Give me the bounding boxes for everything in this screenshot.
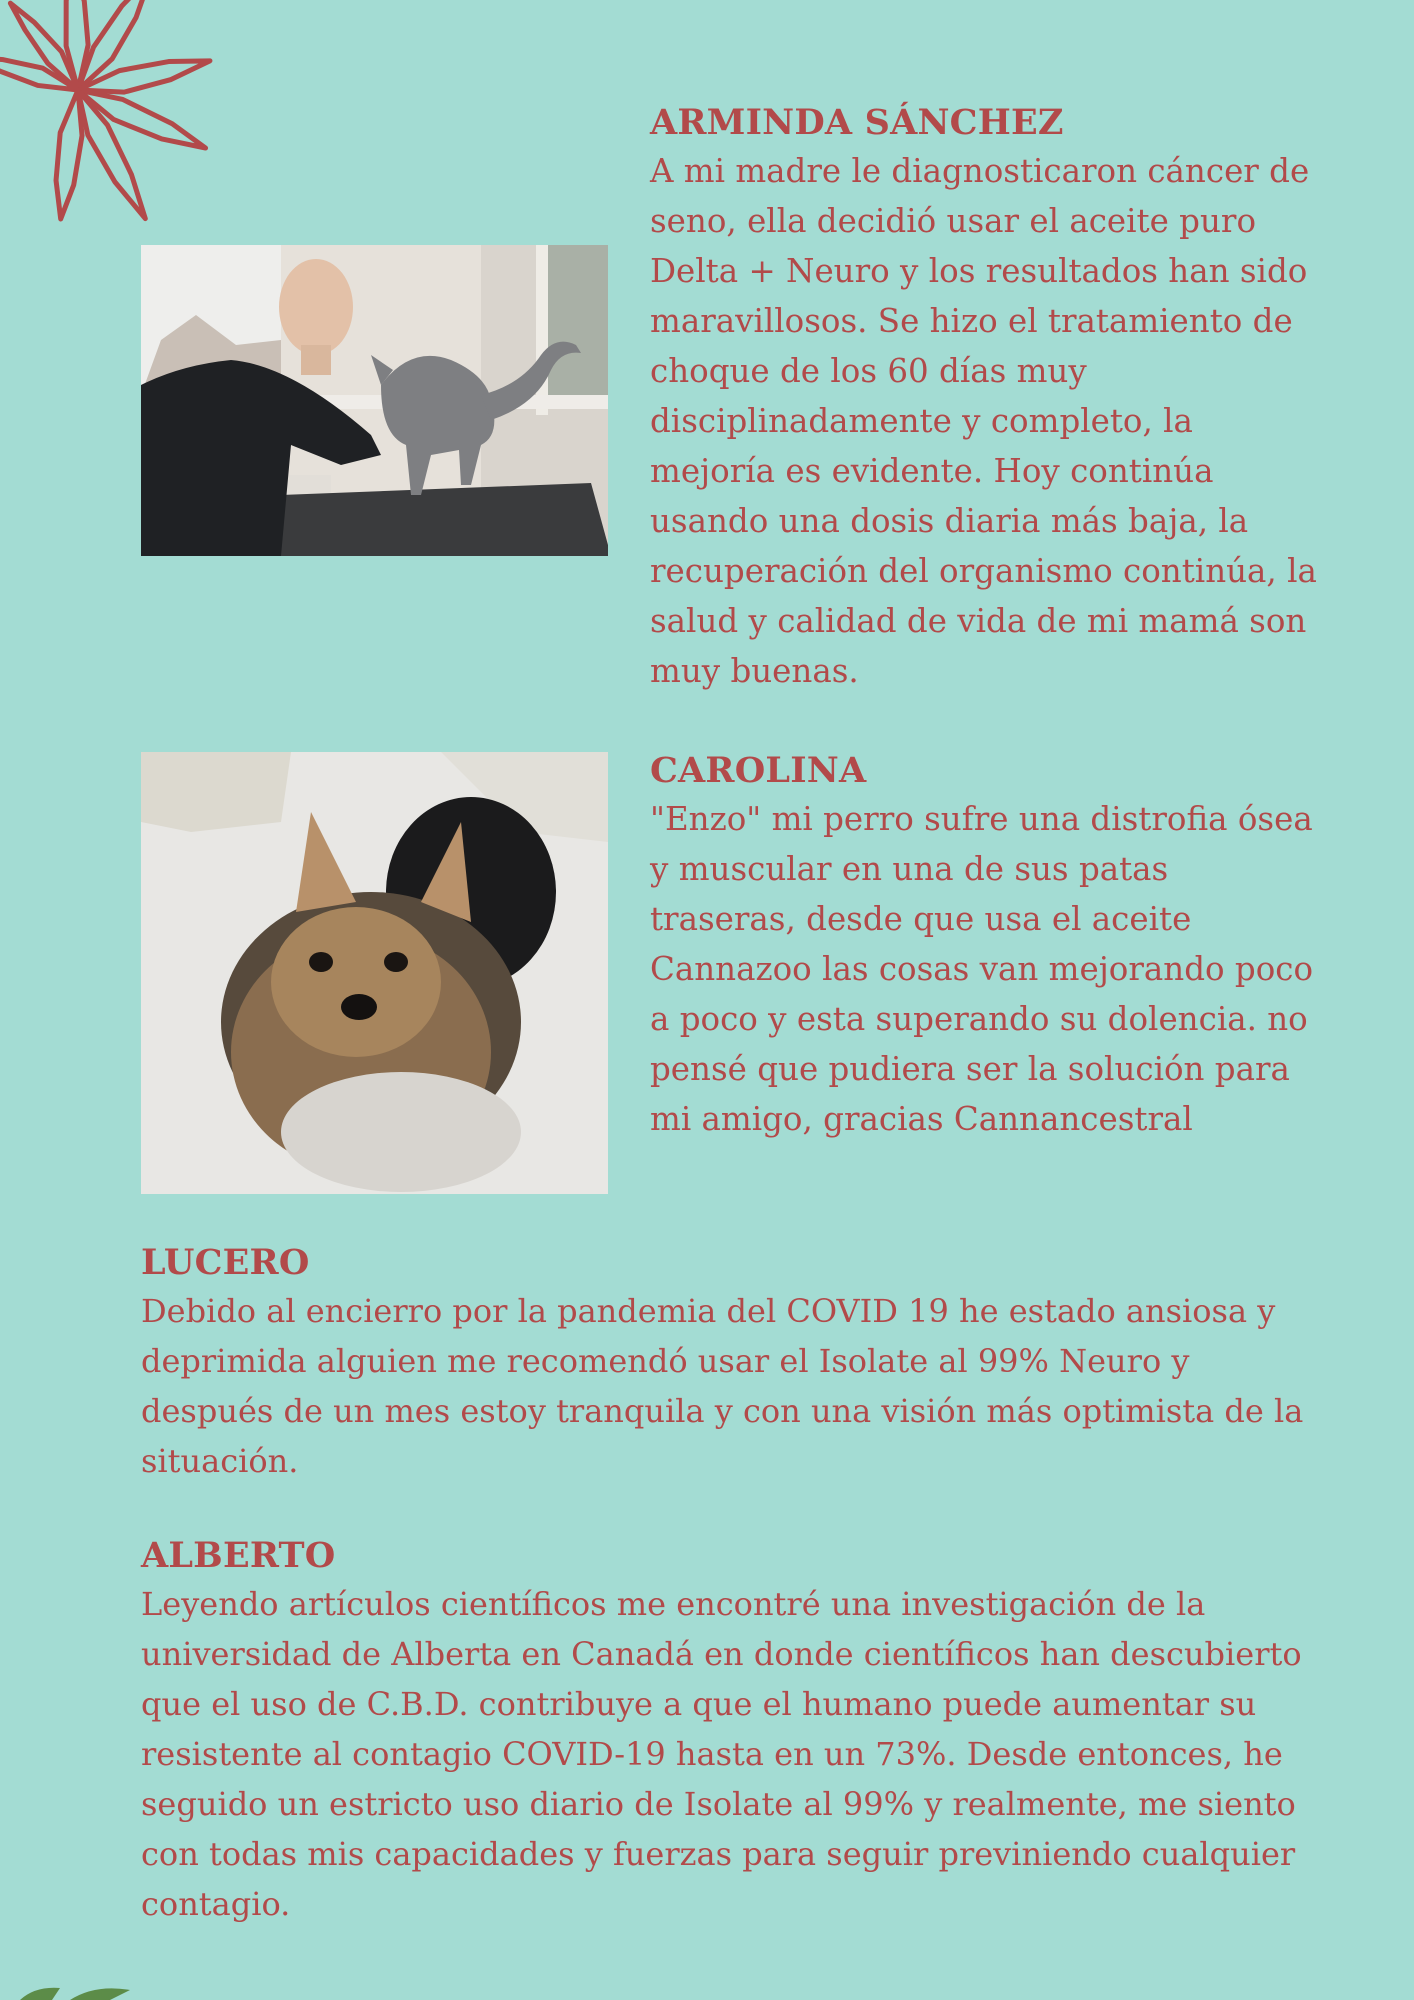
- testimonial-text: Debido al encierro por la pandemia del COVID 19 he estado ansiosa y deprimida alguien me recomendó usar el Isolate al 99% Neuro y después de un mes estoy tranquila y con una visión más optimista de la situación.: [141, 1292, 1304, 1480]
- testimonial-name: ALBERTO: [141, 1535, 336, 1576]
- testimonial-photo-woman-with-cat: [141, 245, 608, 556]
- testimonial-text: "Enzo" mi perro sufre una distrofia ósea y muscular en una de sus patas traseras, desde que usa el aceite Cannazoo las cosas van mejorando poco a poco y esta superando su dolencia. no pensé que pudiera ser la solución para mi amigo, gracias Cannancestral: [650, 800, 1314, 1138]
- testimonial-text: Leyendo artículos científicos me encontré una investigación de la universidad de Alberta en Canadá en donde científicos han descubierto que el uso de C.B.D. contribuye a que el humano puede aumentar su resistente al contagio COVID-19 hasta en un 73%. Desde entonces, he seguido un estricto uso diario de Isolate al 99% y realmente, me siento con todas mis capacidades y fuerzas para seguir previniendo cualquier contagio.: [141, 1585, 1302, 1923]
- cannabis-leaf-outline-icon: [0, 0, 250, 250]
- testimonial-photo-dog: [141, 752, 608, 1194]
- testimonial-name: LUCERO: [141, 1242, 310, 1283]
- testimonial-lucero: [141, 1240, 1311, 1486]
- testimonial-name: CAROLINA: [650, 750, 867, 791]
- testimonial-arminda: [650, 100, 1320, 696]
- cannabis-leaf-icon: [0, 1984, 180, 2000]
- testimonial-text: A mi madre le diagnosticaron cáncer de seno, ella decidió usar el aceite puro Delta + Neuro y los resultados han sido maravillosos. Se hizo el tratamiento de choque de los 60 días muy disciplinadamente y completo, la mejoría es evidente. Hoy continúa usando una dosis diaria más baja, la recuperación del organismo continúa, la salud y calidad de vida de mi mamá son muy buenas.: [650, 152, 1317, 690]
- testimonial-name: ARMINDA SÁNCHEZ: [650, 102, 1064, 143]
- testimonial-alberto: [141, 1533, 1311, 1929]
- testimonial-carolina: [650, 748, 1320, 1144]
